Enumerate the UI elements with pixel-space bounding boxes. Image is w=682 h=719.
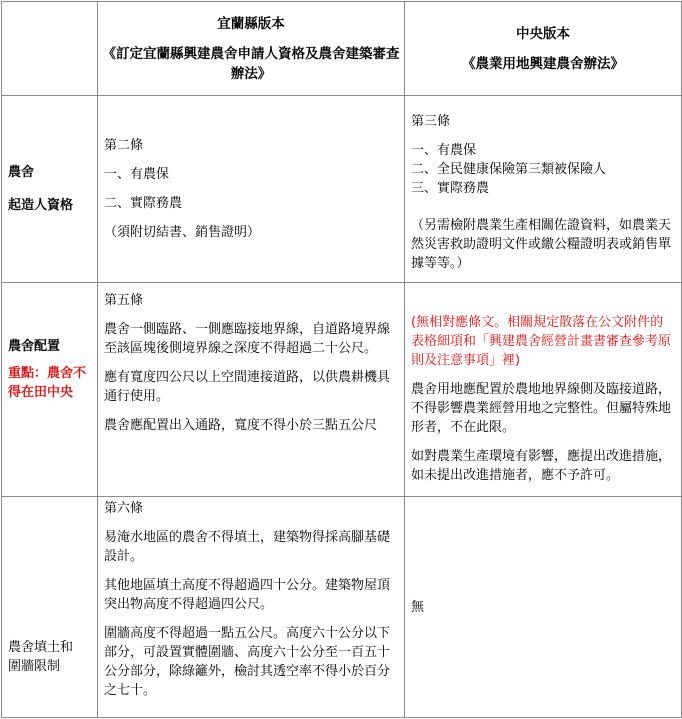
- paragraph: 如對農業生產環境有影響，應提出改進措施，如未提出改進措施者，應不予許可。: [411, 449, 672, 483]
- paragraph: 農舍用地應配置於農地地界線側及臨接道路，不得影響農業經營用地之完整性。但屬特殊地形者，不在此限。: [411, 382, 672, 435]
- list-item: 二、全民健康保險第三類被保險人: [411, 162, 607, 177]
- table-row: [2, 96, 682, 283]
- paragraph: 其他地區填土高度不得超過四十公分。建築物屋頂突出物高度不得超過四公尺。: [104, 578, 391, 612]
- central-fill-cell: [405, 497, 682, 718]
- article-number: 第六條: [104, 501, 144, 516]
- table-row: [2, 497, 682, 718]
- article-number: 第三條: [411, 114, 451, 129]
- paragraph: 應有寬度四公尺以上空間連接道路，以供農耕機具通行使用。: [104, 370, 391, 404]
- row-label-line: 農舍填土和: [8, 640, 74, 655]
- central-layout-cell: [405, 283, 682, 497]
- paragraph: 農舍一側臨路、一側應臨接地界線，自道路境界線至該區塊後側境界線之深度不得超過二十公尺。: [104, 322, 391, 356]
- article-number: 第五條: [104, 293, 144, 308]
- central-subtitle: 《農業用地興建農舍辦法》: [462, 55, 624, 72]
- list-item: 一、有農保: [104, 167, 170, 182]
- list-item: 一、有農保: [411, 143, 477, 158]
- row-label-line: 農舍配置: [8, 339, 61, 354]
- highlight-note: 重點：農舍不得在田中央: [8, 366, 87, 400]
- yilan-layout-cell: [98, 283, 405, 497]
- list-item: 三、實際務農: [411, 181, 490, 196]
- row-label-fill: [2, 497, 98, 718]
- table-row: [2, 283, 682, 497]
- row-label-layout: [2, 283, 98, 497]
- yilan-subtitle: 《訂定宜蘭縣興建農舍申請人資格及農舍建築審查辦法》: [102, 45, 400, 82]
- central-header-cell: [405, 2, 682, 96]
- yilan-applicant-cell: [98, 96, 405, 283]
- supporting-docs-note: （另需檢附農業生產相關佐證資料，如農業天然災害救助證明文件或繳公糧證明表或銷售單據等等。）: [411, 218, 672, 271]
- yilan-header-cell: [98, 2, 405, 96]
- row-label-line: 農舍: [8, 165, 35, 180]
- row-label-line: 起造人資格: [8, 198, 74, 213]
- comparison-table: [1, 1, 682, 718]
- header-empty-cell: [2, 2, 98, 96]
- none-text: 無: [411, 599, 425, 615]
- list-item: （須附切結書、銷售證明）: [104, 225, 261, 240]
- header-row: [2, 2, 682, 96]
- central-applicant-cell: [405, 96, 682, 283]
- yilan-title: 宜蘭縣版本: [217, 15, 285, 32]
- paragraph: 農舍應配置出入通路，寬度不得小於三點五公尺: [104, 418, 378, 433]
- row-label-line: 圍牆限制: [8, 659, 61, 674]
- paragraph: 圍牆高度不得超過一點五公尺。高度六十公分以下部分，可設置實體圍牆、高度六十公分至一百五十公分部分，除綠籬外，檢討其透空率不得小於百分之七十。: [104, 626, 391, 698]
- central-title: 中央版本: [516, 25, 570, 42]
- red-note: (無相對應條文。相關規定散落在公文附件的表格細項和「興建農舍經營計畫書審查參考原則及注意事項」裡): [411, 315, 672, 368]
- paragraph: 易淹水地區的農舍不得填土，建築物得採高腳基礎設計。: [104, 530, 391, 564]
- list-item: 二、實際務農: [104, 196, 183, 211]
- yilan-fill-cell: [98, 497, 405, 718]
- article-number: 第二條: [104, 138, 144, 153]
- row-label-applicant: [2, 96, 98, 283]
